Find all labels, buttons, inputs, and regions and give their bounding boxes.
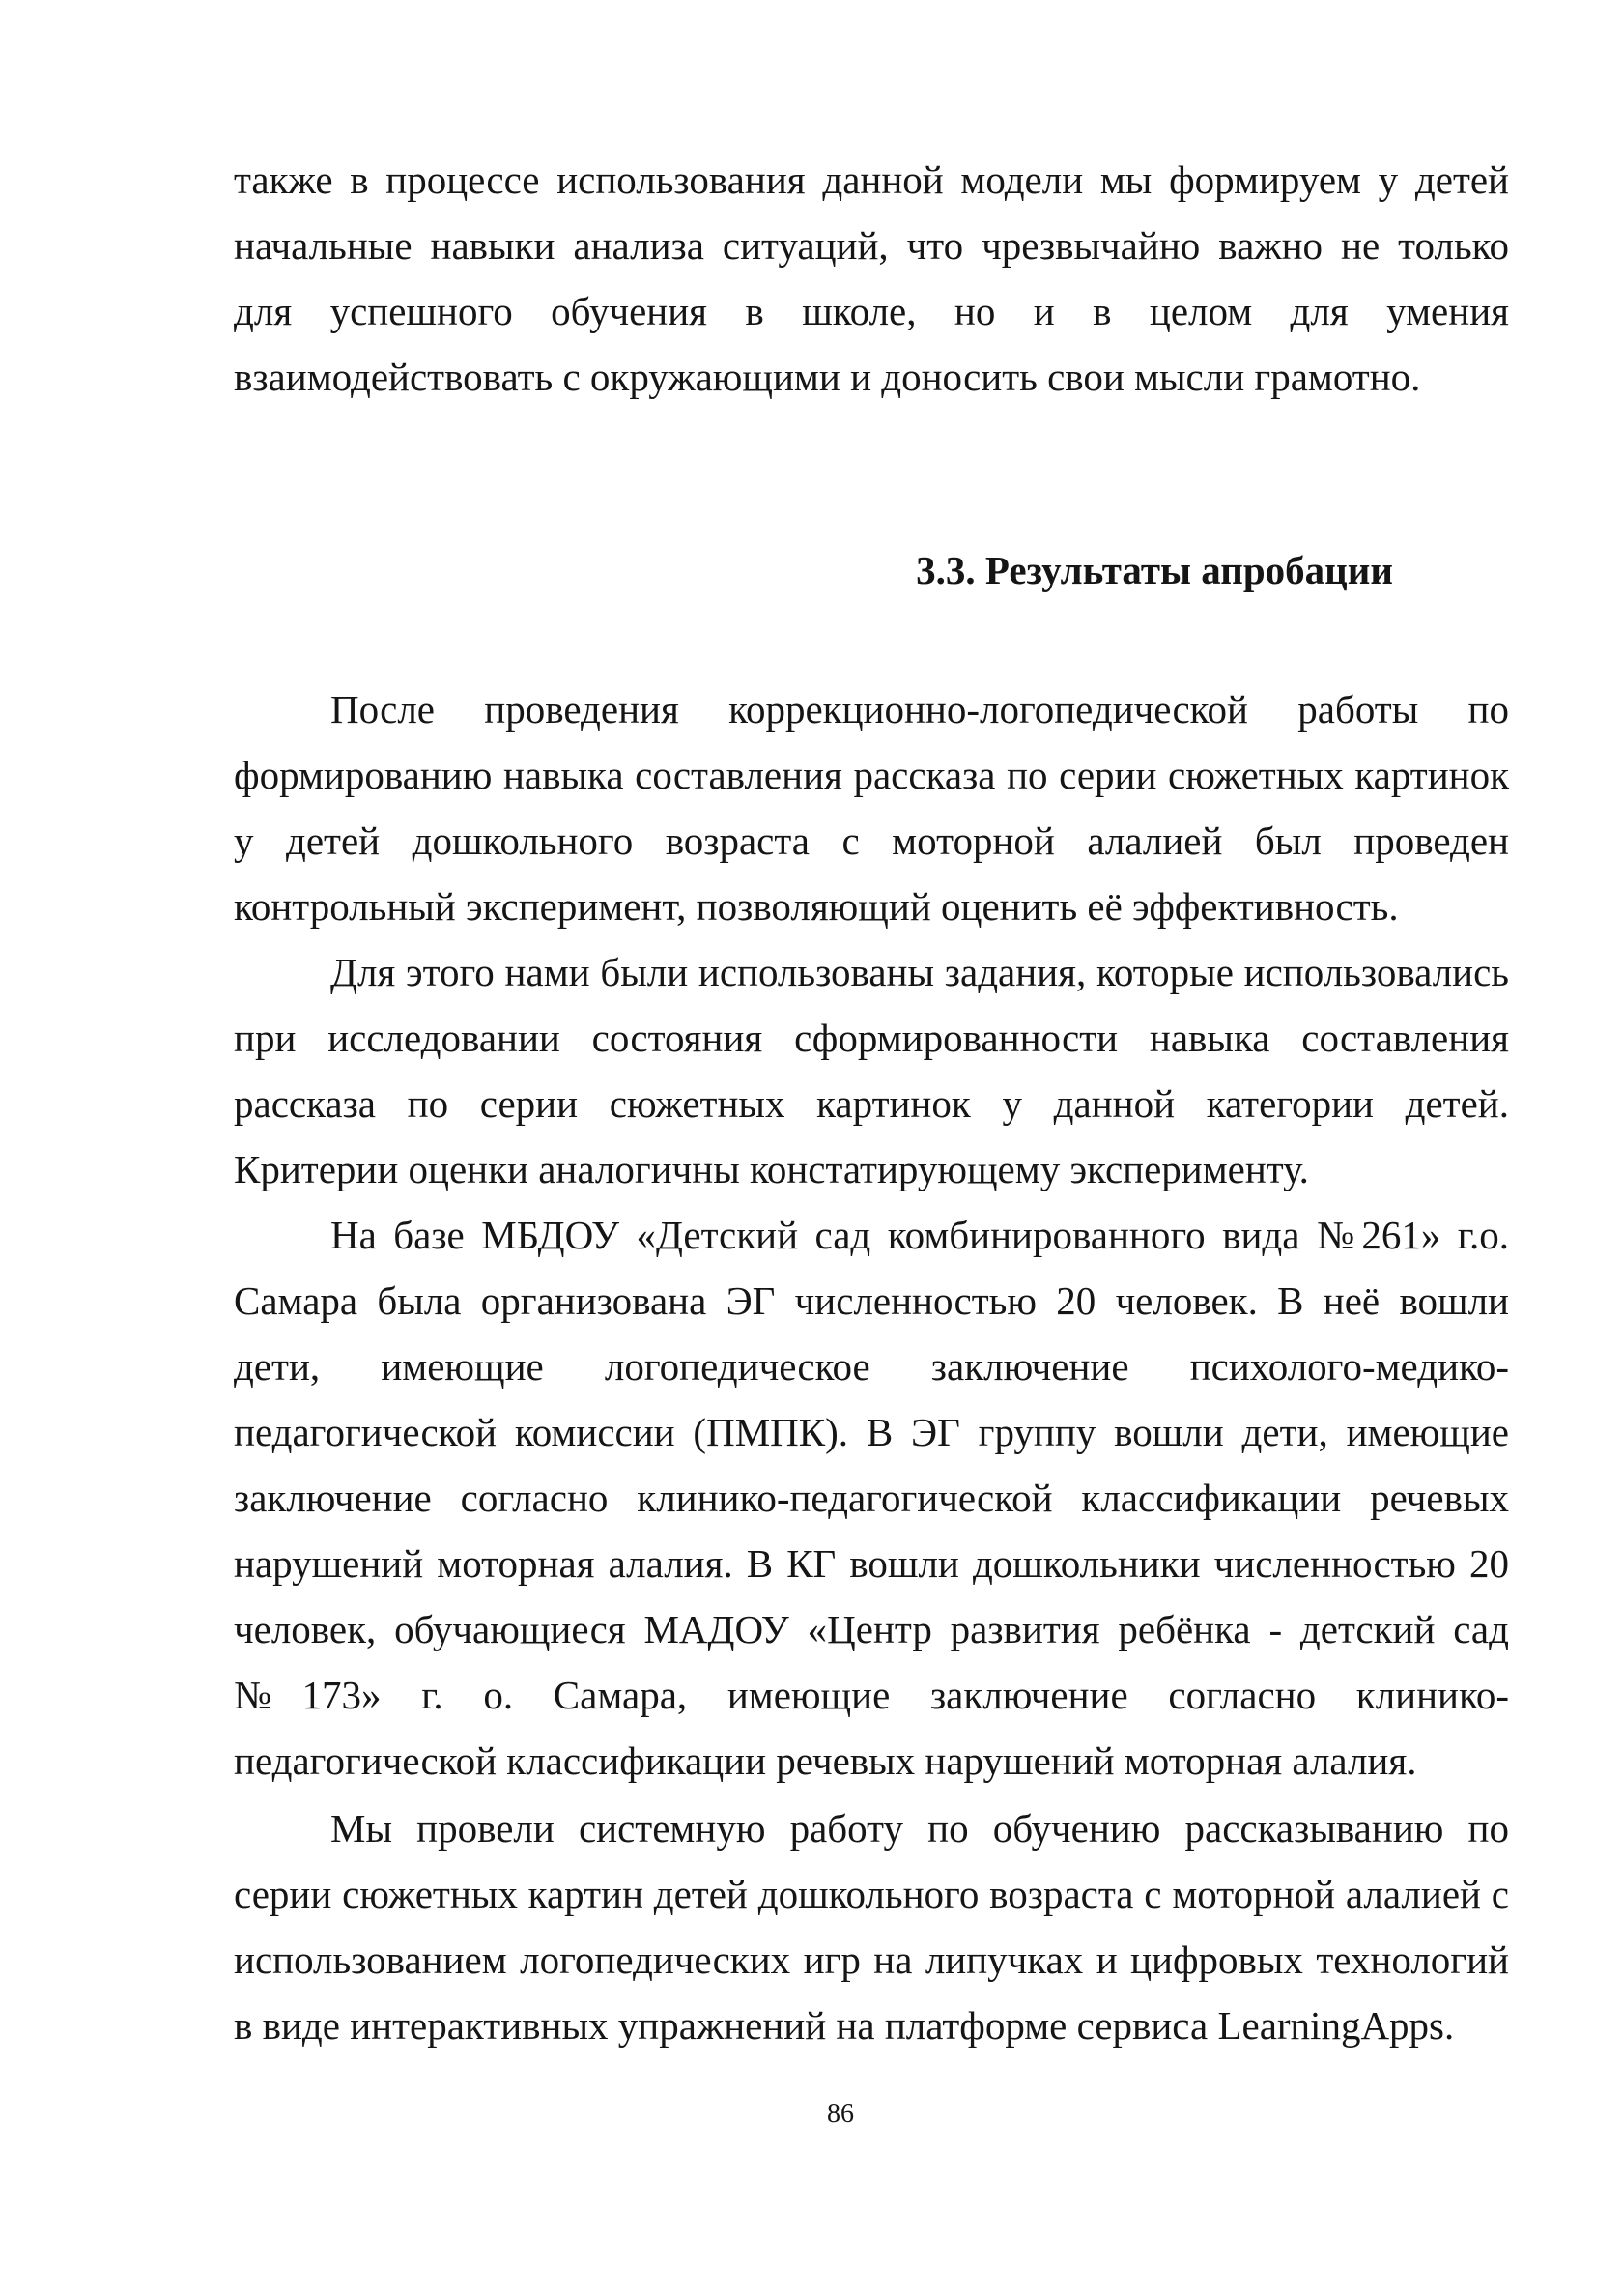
- section-heading: 3.3. Результаты апробации: [916, 548, 1393, 592]
- page-number: 86: [827, 2099, 854, 2129]
- intro-paragraph: также в процессе использования данной модели мы формируем у детей начальные навыки анализа ситуаций, что чрезвычайно важно не только для успешного обучения в школе, но и в целом для умения взаимодействовать с окружающими и доносить свои мысли грамотно.: [234, 158, 1509, 399]
- paragraph-tasks: Для этого нами были использованы задания, которые использовались при исследовании состояния сформированности навыка составления рассказа по серии сюжетных картинок у данной категории детей. Критерии оценки аналогичны констатирующему эксперименту.: [234, 950, 1509, 1191]
- paragraph-after-testing: После проведения коррекционно-логопедической работы по формированию навыка составления рассказа по серии сюжетных картинок у детей дошкольного возраста с моторной алалией был проведен контрольный эксперимент, позволяющий оценить её эффективность.: [234, 687, 1509, 929]
- paragraph-system-work: Мы провели системную работу по обучению рассказыванию по серии сюжетных картин детей дошкольного возраста с моторной алалией с использованием логопедических игр на липучках и цифровых технологий в виде интерактивных упражнений на платформе сервиса LearningApps.: [234, 1806, 1509, 2048]
- paragraph-groups: На базе МБДОУ «Детский сад комбинированного вида №261» г.о. Самара была организована ЭГ численностью 20 человек. В неё вошли дети, имеющие логопедическое заключение психолого-медико-педагогической комиссии (ПМПК). В ЭГ группу вошли дети, имеющие заключение согласно клинико-педагогической классификации речевых нарушений моторная алалия. В КГ вошли дошкольники численностью 20 человек, обучающиеся МАДОУ «Центр развития ребёнка - детский сад №173» г. о. Самара, имеющие заключение согласно клинико-педагогической классификации речевых нарушений моторная алалия.: [234, 1213, 1509, 1783]
